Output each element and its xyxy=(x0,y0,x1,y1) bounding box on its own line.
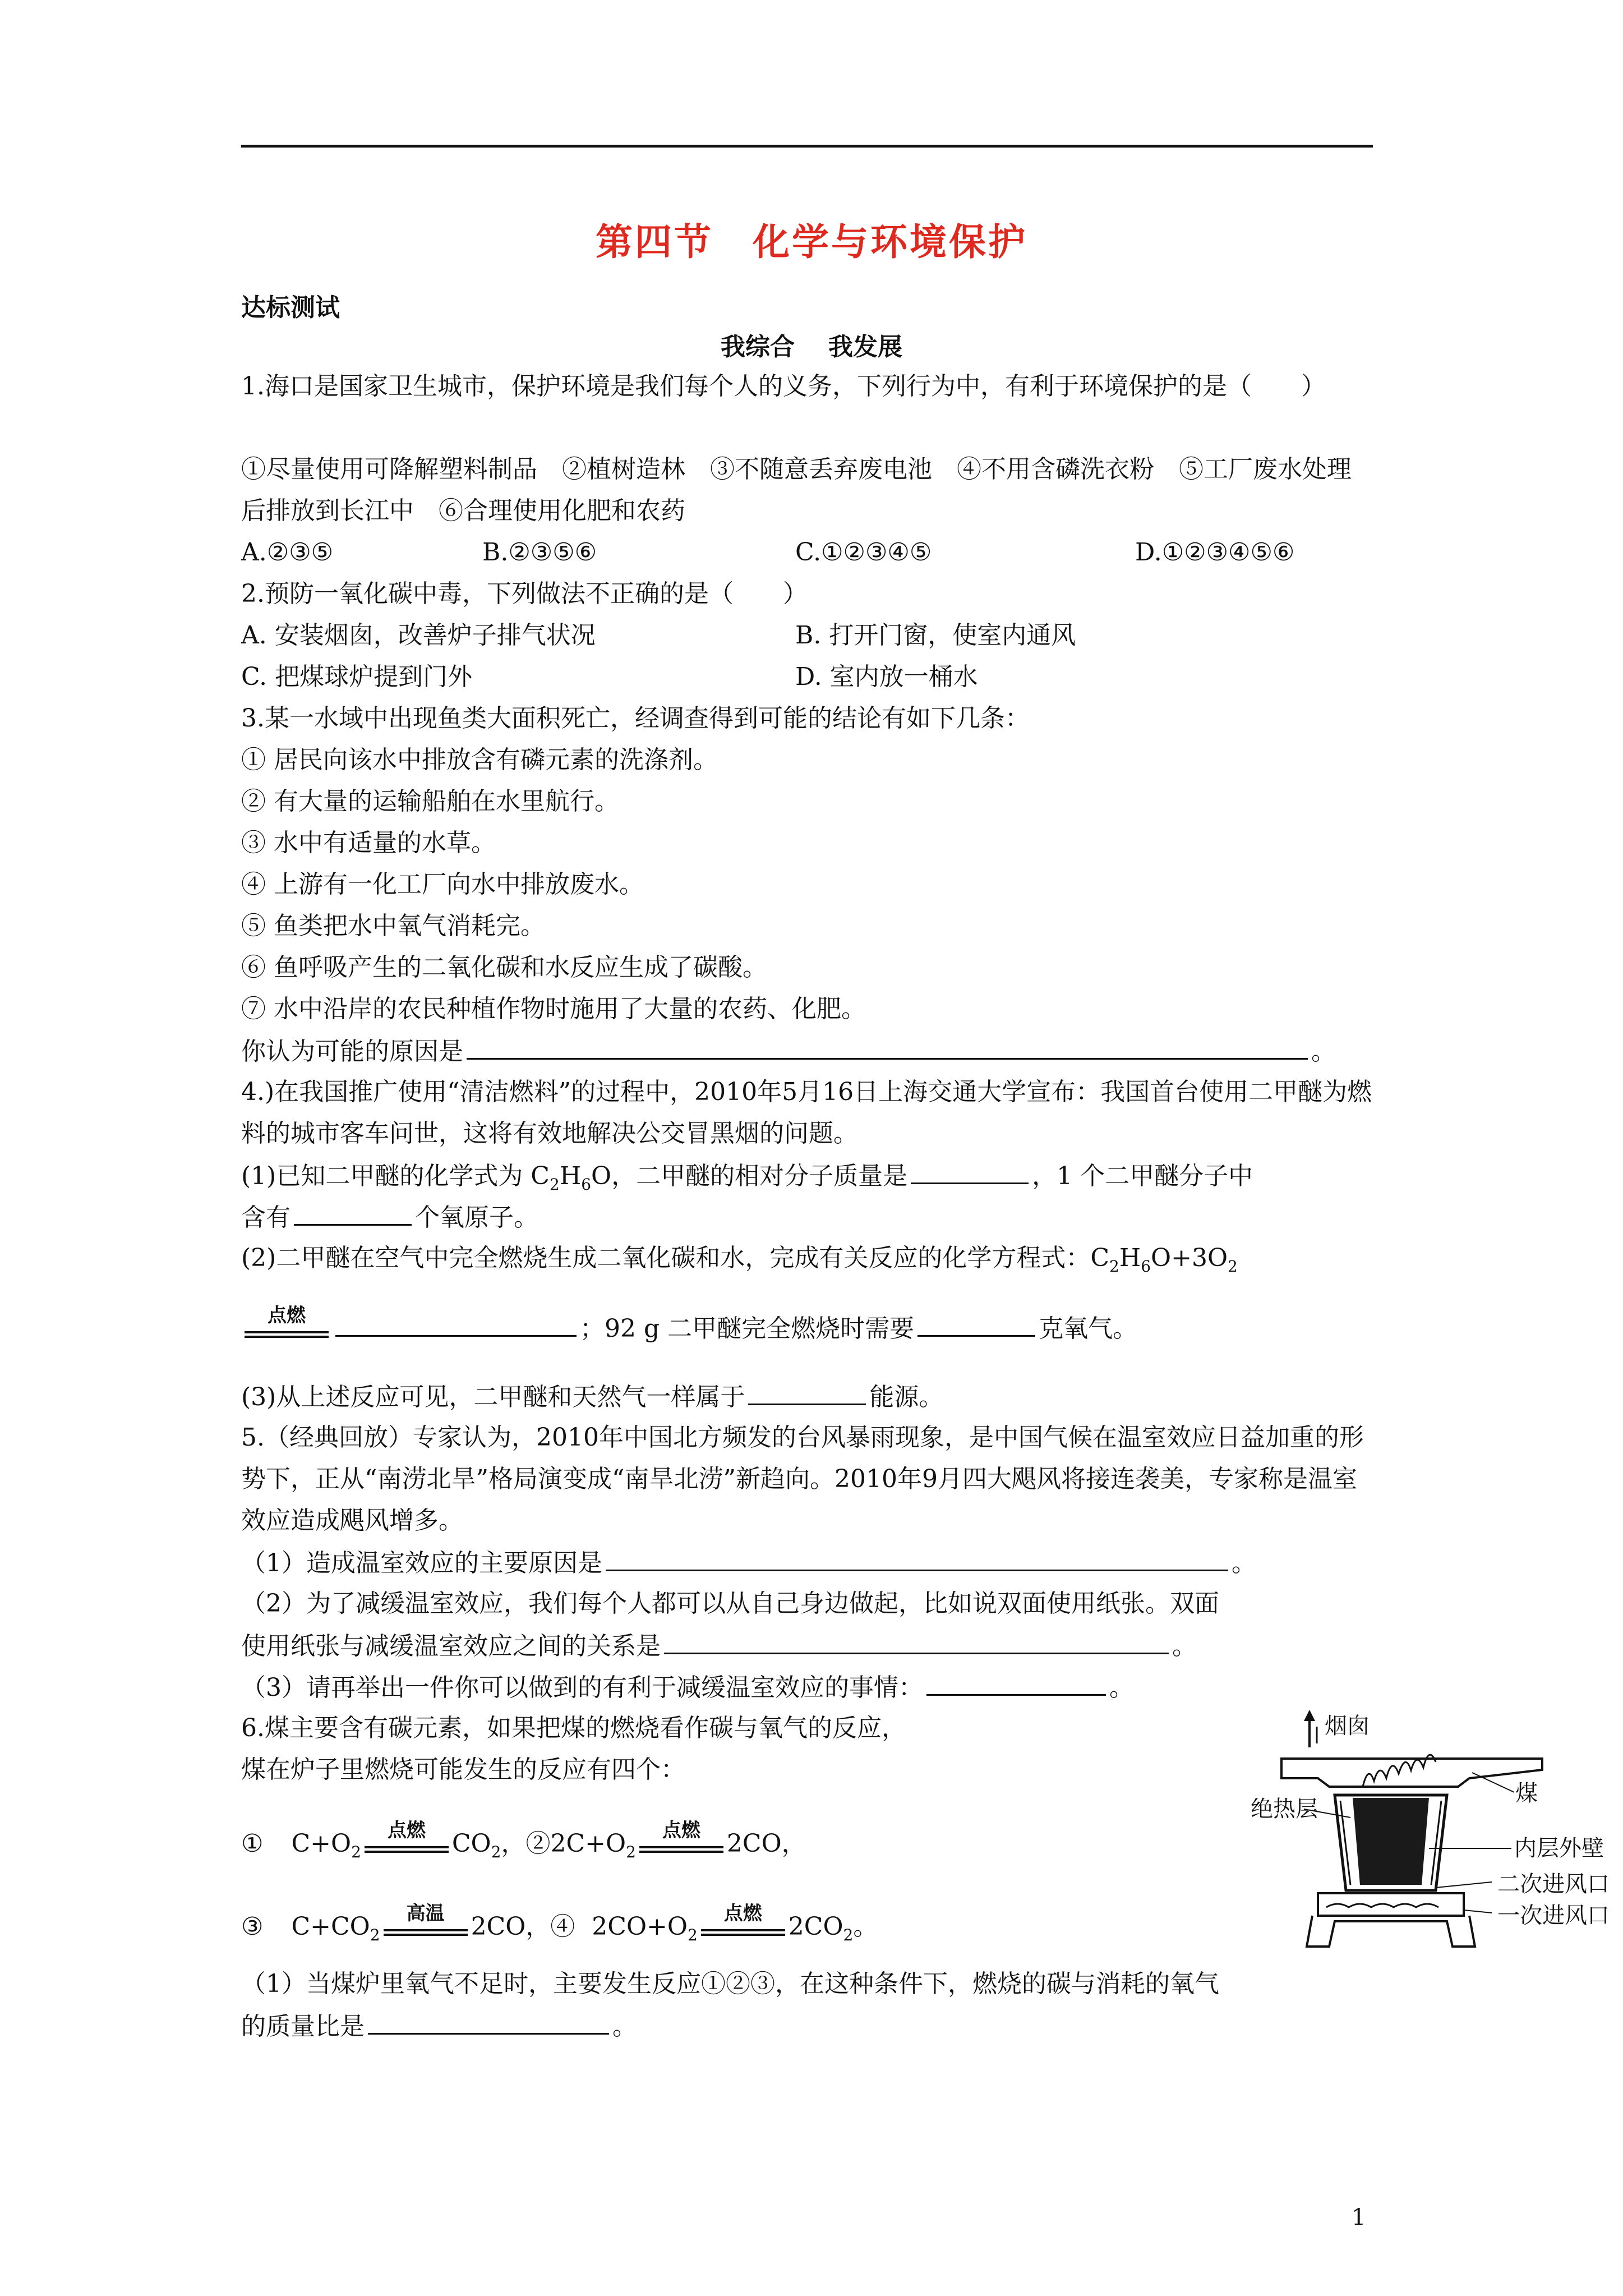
q6-r1-condition-label: 点燃 xyxy=(387,1819,426,1842)
q6-r4-reactants: 2CO+O xyxy=(592,1912,688,1941)
header-rule xyxy=(241,145,1373,148)
q6-r3-reactants: C+CO xyxy=(291,1912,370,1941)
q1-option-a: A.②③⑤ xyxy=(241,538,334,567)
q4-energy-type-blank[interactable] xyxy=(748,1375,866,1405)
q4-p1-text-e: 个氧原子。 xyxy=(415,1203,538,1232)
label-chimney: 烟囱 xyxy=(1325,1713,1370,1739)
label-inner-wall: 内层外壁 xyxy=(1514,1835,1604,1861)
q3-item-3: ③ 水中有适量的水草。 xyxy=(241,829,496,857)
q6-r2-condition xyxy=(639,1819,723,1860)
q3-item-5: ⑤ 鱼类把水中氧气消耗完。 xyxy=(241,912,545,940)
label-insulation: 绝热层 xyxy=(1251,1796,1318,1822)
q5-part1 xyxy=(241,1542,1256,1584)
q5-action-blank[interactable] xyxy=(926,1666,1106,1696)
q3-answer-suffix: 。 xyxy=(1311,1037,1336,1066)
q1-stem: 1.海口是国家卫生城市，保护环境是我们每个人的义务，下列行为中，有利于环境保护的是（ ） xyxy=(241,372,1326,401)
q4-p1-text-d: 含有 xyxy=(241,1203,291,1232)
q4-p3-text-a: (3)从上述反应可见，二甲醚和天然气一样属于 xyxy=(241,1383,745,1411)
q5-p1-text: （1）造成温室效应的主要原因是 xyxy=(241,1549,602,1577)
q4-p2-text-d: 克氧气。 xyxy=(1039,1314,1138,1343)
q1-option-d: D.①②③④⑤⑥ xyxy=(1135,538,1295,567)
q5-p1-end: 。 xyxy=(1232,1549,1256,1577)
q2-option-b: B. 打开门窗，使室内通风 xyxy=(795,621,1076,650)
q6-part1-line2 xyxy=(241,2005,637,2047)
q2-option-a: A. 安装烟囱，改善炉子排气状况 xyxy=(241,621,596,650)
label-coal: 煤 xyxy=(1515,1780,1538,1806)
q6-r2-condition-label: 点燃 xyxy=(662,1819,700,1842)
q4-p2-text-a: (2)二甲醚在空气中完全燃烧生成二氧化碳和水，完成有关反应的化学方程式：C xyxy=(241,1244,1109,1272)
stove-legs xyxy=(1307,1916,1475,1947)
q3-item-2: ② 有大量的运输船舶在水里航行。 xyxy=(241,787,619,816)
q5-p3-end: 。 xyxy=(1109,1673,1134,1702)
q5-relation-blank[interactable] xyxy=(664,1625,1169,1654)
q6-r3-number: ③ xyxy=(241,1912,264,1941)
q3-item-4: ④ 上游有一化工厂向水中排放废水。 xyxy=(241,870,644,899)
q6-p1-text: 的质量比是 xyxy=(241,2012,365,2041)
q4-p2-text-c: ；92 g 二甲醚完全燃烧时需要 xyxy=(580,1314,915,1343)
q6-r3-condition-label: 高温 xyxy=(406,1902,445,1925)
q4-part3 xyxy=(241,1375,943,1418)
q6-reactions-1-2: ① $C+O_2$ 点燃 $CO_2$，$②2C+O_2$ 点燃 2CO， xyxy=(241,1819,806,1861)
sub-heading xyxy=(0,326,1623,362)
chimney-arrow-icon xyxy=(1304,1710,1317,1747)
q4-oxygen-atoms-blank[interactable] xyxy=(294,1196,412,1226)
q6-r3-product: 2CO，④ xyxy=(471,1912,575,1941)
q6-r1-product: CO xyxy=(451,1829,491,1858)
q4-part1-line1: (1)已知二甲醚的化学式为 $C_2H_6O$，二甲醚的相对分子质量是 ，1 个二甲醚分子中 xyxy=(241,1154,1253,1205)
q4-condition-ignite xyxy=(245,1304,329,1345)
q5-cause-blank[interactable] xyxy=(606,1542,1228,1571)
q3-answer-line xyxy=(241,1030,1336,1073)
q5-part3 xyxy=(241,1666,1134,1709)
q6-r4-condition xyxy=(701,1902,785,1943)
q1-option-b: B.②③⑤⑥ xyxy=(482,538,597,567)
q4-part2-line2 xyxy=(241,1304,1138,1350)
q2-stem: 2.预防一氧化碳中毒，下列做法不正确的是（ ） xyxy=(241,579,808,608)
q5-part2-line2 xyxy=(241,1625,1197,1667)
q4-p2-text-b: O+3O xyxy=(1151,1244,1228,1272)
q5-p2-text: 使用纸张与减缓温室效应之间的关系是 xyxy=(241,1632,661,1660)
q4-p1-text-a: (1)已知二甲醚的化学式为 C xyxy=(241,1162,550,1190)
q4-part1-line2 xyxy=(241,1196,538,1239)
q4-p1-text-c: ，1 个二甲醚分子中 xyxy=(1032,1162,1253,1190)
q3-item-6: ⑥ 鱼呼吸产生的二氧化碳和水反应生成了碳酸。 xyxy=(241,953,767,982)
q1-items: ①尽量使用可降解塑料制品 ②植树造林 ③不随意丢弃废电池 ④不用含磷洗衣粉 ⑤工厂废水处理后排放到长江中 ⑥合理使用化肥和农药 xyxy=(241,455,1352,525)
page-title xyxy=(0,212,1623,265)
q3-answer-prefix: 你认为可能的原因是 xyxy=(241,1037,463,1066)
q4-condition-label: 点燃 xyxy=(268,1304,306,1327)
q4-stem: 4.)在我国推广使用“清洁燃料”的过程中，2010年5月16日上海交通大学宣布：我国首台使用二甲醚为燃料的城市客车问世，这将有效地解决公交冒黑烟的问题。 xyxy=(241,1078,1372,1148)
section-heading: 达标测试 xyxy=(241,293,340,322)
q6-r4-product: 2CO xyxy=(788,1912,843,1941)
q5-p3-text: （3）请再举出一件你可以做到的有利于减缓温室效应的事情： xyxy=(241,1673,923,1702)
q6-r4-end: 。 xyxy=(853,1912,878,1941)
title-topic: 化学与环境保护 xyxy=(753,220,1027,264)
q6-reactions-3-4: ③ $C+CO_2$ 高温 2CO，④ $2CO+O_2$ 点燃 $2CO_2$。 xyxy=(241,1902,878,1944)
q6-p1-end: 。 xyxy=(612,2012,637,2041)
q6-r1-number: ① xyxy=(241,1829,264,1858)
q3-answer-blank[interactable] xyxy=(467,1030,1308,1060)
title-section-number: 第四节 xyxy=(596,220,713,264)
q4-molar-mass-blank[interactable] xyxy=(911,1154,1029,1184)
q5-stem: 5.（经典回放）专家认为，2010年中国北方频发的台风暴雨现象，是中国气候在温室效应日益加重的形势下，正从“南涝北旱”格局演变成“南旱北涝”新趋向。2010年9月四大飓风将接连袭美，专家称是温室效应造成飓风增多。 xyxy=(241,1423,1364,1535)
q6-r2-reactants: ，②2C+O xyxy=(501,1829,626,1858)
sub-heading-part-b: 我发展 xyxy=(828,333,902,361)
q6-r4-condition-label: 点燃 xyxy=(723,1902,762,1925)
q2-option-d: D. 室内放一桶水 xyxy=(795,662,978,691)
q4-part2-line1: (2)二甲醚在空气中完全燃烧生成二氧化碳和水，完成有关反应的化学方程式：$C_2H_6O+3O_2$ xyxy=(241,1244,1238,1276)
q5-p2-end: 。 xyxy=(1172,1632,1197,1660)
q6-r1-condition xyxy=(365,1819,449,1860)
q6-r1-reactants: C+O xyxy=(291,1829,352,1858)
coal-stove-diagram xyxy=(1251,1705,1615,2019)
q1-option-c: C.①②③④⑤ xyxy=(795,538,932,567)
q3-item-1: ① 居民向该水中排放含有磷元素的洗涤剂。 xyxy=(241,746,718,774)
q5-part2-line1: （2）为了减缓温室效应，我们每个人都可以从自己身边做起，比如说双面使用纸张。双面 xyxy=(241,1589,1219,1618)
q3-stem: 3.某一水域中出现鱼类大面积死亡，经调查得到可能的结论有如下几条： xyxy=(241,704,1030,733)
q6-stem-line1: 6.煤主要含有碳元素，如果把煤的燃烧看作碳与氧气的反应， xyxy=(241,1714,906,1742)
q6-r3-condition xyxy=(384,1902,468,1943)
q6-r2-product: 2CO， xyxy=(726,1829,806,1858)
q2-option-c: C. 把煤球炉提到门外 xyxy=(241,662,473,691)
label-secondary-inlet: 二次进风口 xyxy=(1497,1871,1610,1897)
q4-equation-blank[interactable] xyxy=(335,1307,577,1337)
q6-stem-line2: 煤在炉子里燃烧可能发生的反应有四个： xyxy=(241,1755,685,1784)
stove-top-plate xyxy=(1281,1759,1542,1787)
q4-p1-text-b: O，二甲醚的相对分子质量是 xyxy=(591,1162,908,1190)
sub-heading-part-a: 我综合 xyxy=(721,333,795,361)
label-primary-inlet: 一次进风口 xyxy=(1497,1903,1610,1929)
page-number: 1 xyxy=(1352,2205,1366,2230)
q4-oxygen-mass-blank[interactable] xyxy=(917,1307,1035,1337)
coal-chamber xyxy=(1353,1798,1429,1885)
q4-p3-text-b: 能源。 xyxy=(869,1383,944,1411)
q6-mass-ratio-blank[interactable] xyxy=(368,2005,609,2035)
q6-part1-line1: （1）当煤炉里氧气不足时，主要发生反应①②③，在这种条件下，燃烧的碳与消耗的氧气 xyxy=(241,1970,1219,1998)
q3-item-7: ⑦ 水中沿岸的农民种植作物时施用了大量的农药、化肥。 xyxy=(241,995,866,1023)
